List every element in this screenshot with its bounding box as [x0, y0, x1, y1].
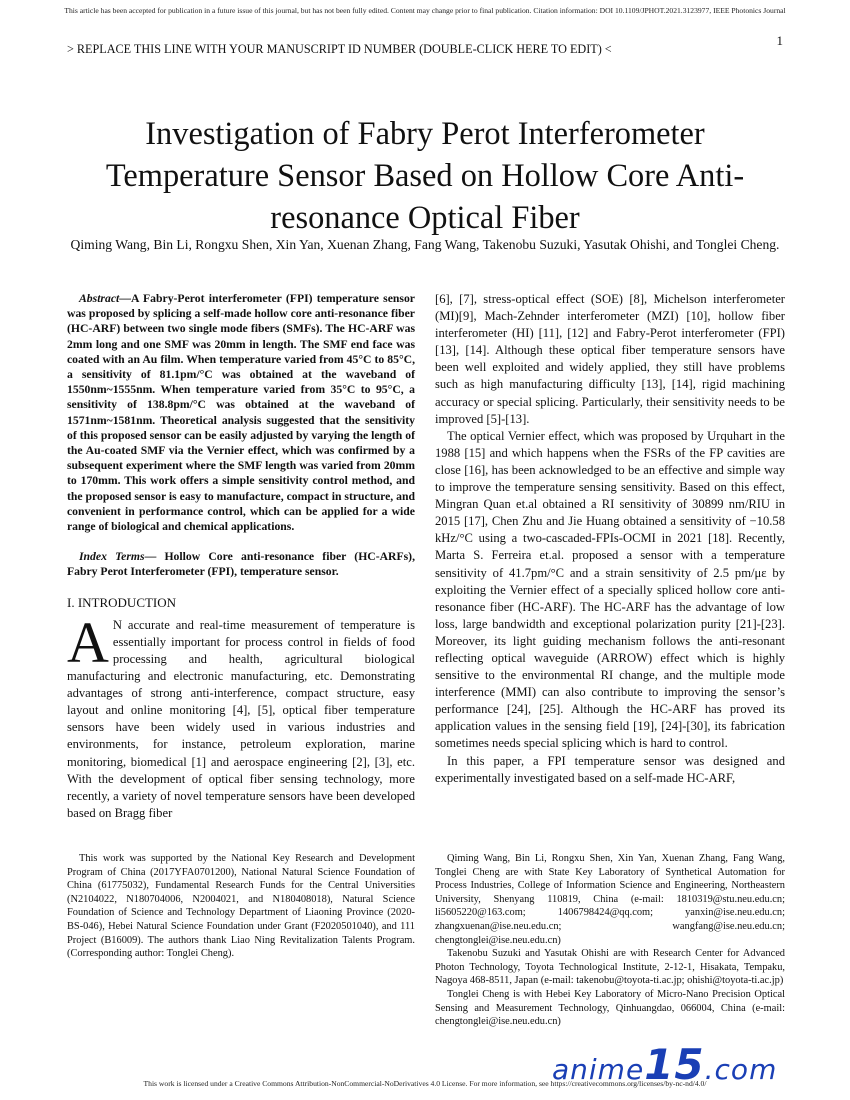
this-paper-paragraph: In this paper, a FPI temperature sensor was designed and experimentally investigated based on a self-made HC-ARF, [435, 753, 785, 785]
index-terms [67, 549, 415, 579]
intro-paragraph-continued: [6], [7], stress-optical effect (SOE) [8], Michelson interferometer (MI)[9], Mach-Zehnder interferometer (MZI) [10], hollow fiber interferometer (HI) [11], [12] and Fabry-Perot interferometer (FPI) [13], [14]. Although these optical fiber temperature sensors have been well exploited and widely applied, they still have problems such as high manufacturing difficulty [13], [14], rigid machining accuracy or special splicing. Particularly, their sensitivity needs to be improved [5]-[13]. [435, 292, 785, 426]
publication-notice: This article has been accepted for publication in a future issue of this journal, but has not been fully edited. Content may change prior to final publication. Citation information: DOI 10.1109/JPHOT.2021.3123977, IEEE Photonics Journal [64, 6, 786, 15]
affiliation-neu: Qiming Wang, Bin Li, Rongxu Shen, Xin Yan, Xuenan Zhang, Fang Wang, Tonglei Cheng are with State Key Laboratory of Synthetical Automation for Process Industries, College of Information Science and Engineering, Northeastern University, Shenyang 110819, China (e-mail: 1810319@stu.neu.edu.cn; li5605220@163.com; 1406798424@qq.com; yanxin@ise.neu.edu.cn; zhangxuenan@ise.neu.edu.cn; wangfang@ise.neu.edu.cn; chengtonglei@ise.neu.edu.cn) [435, 853, 785, 946]
author-list: Qiming Wang, Bin Li, Rongxu Shen, Xin Yan, Xuenan Zhang, Fang Wang, Takenobu Suzuki, Yasutak Ohishi, and Tonglei Cheng. [70, 237, 780, 252]
drop-cap: A [67, 609, 109, 675]
affiliation-hebei: Tonglei Cheng is with Hebei Key Laboratory of Micro-Nano Precision Optical Sensing and Measurement Technology, Qinhuangdao, 066004, China (e-mail: chengtonglei@ise.neu.edu.cn) [435, 988, 785, 1028]
watermark-prefix: anime [552, 1053, 645, 1086]
paper-title: Investigation of Fabry Perot Interferometer Temperature Sensor Based on Hollow Core Anti-resonance Optical Fiber [105, 116, 745, 236]
left-column [67, 291, 415, 822]
funding-footnote [67, 852, 415, 961]
affiliation-footnotes [435, 852, 785, 1029]
manuscript-id-placeholder[interactable]: > REPLACE THIS LINE WITH YOUR MANUSCRIPT ID NUMBER (DOUBLE-CLICK HERE TO EDIT) < [67, 42, 612, 56]
intro-paragraph-text: N accurate and real-time measurement of temperature is essentially important for process control in fields of food processing and health, agricultural biological manufacturing and electronic manufacturing, etc. Demonstrating advantages of strong anti-interference, compact structure, easy layout and online monitoring [4], [5], optical fiber temperature sensors have been widely used in various industries and environments, for instance, petroleum exploration, marine monitoring, biomedical [1] and aerospace engineering [2], [3], etc. With the development of optical fiber sensing technology, more recently, a variety of novel temperature sensors have been developed based on Bragg fiber [67, 617, 415, 820]
vernier-paragraph: The optical Vernier effect, which was proposed by Urquhart in the 1988 [15] and which happens when the FSRs of the FP cavities are close [16], has been acknowledged to be an effective and simple way to improve the temperature sensing sensitivity. Based on this effect, Mingran Quan et.al obtained a RI sensitivity of 30899 nm/RIU in 2015 [17], Chen Zhu and Jie Huang obtained a sensitivity of −10.58 kHz/°C using a two-cascaded-FPIs-OCMI in 2021 [18]. Recently, Marta S. Ferreira et.al. proposed a sensor with a temperature sensitivity of 41.7pm/°C and a strain sensitivity of 2.5 pm/με by exploiting the Vernier effect of a specially spliced hollow core anti-resonance fiber (HC-ARF). The HC-ARF has the advantage of low loss, large bandwidth and exceptional polarization purity [21]-[23]. Moreover, its light guiding mechanism follows the anti-resonant reflecting optical waveguide (ARROW) effect which is highly sensitive to the environmental RI change, and the multiple mode interference (MMI) can also contribute to improving the sensor’s performance [24], [25]. Although the HC-ARF has proved its application values in the sensing field [19], [24]-[30], its fabrication sometimes needs special splicing which is hard to control. [435, 428, 785, 751]
index-terms-label: Index Terms [79, 550, 145, 564]
abstract-text: —A Fabry-Perot interferometer (FPI) temperature sensor was proposed by splicing a self-made hollow core anti-resonance fiber (HC-ARF) between two single mode fibers (SMFs). The HC-ARF was 2mm long and one SMF was 20mm in length. The SMF end face was coated with an Au film. When temperature varied from 45°C to 85°C, a sensitivity of 81.1pm/°C was obtained at the waveband of 1550nm~1555nm. When temperature varied from 35°C to 95°C, a sensitivity of 138.8pm/°C was obtained at the waveband of 1571nm~1581nm. Theoretical analysis suggested that the sensitivity of this proposed sensor can be easily adjusted by varying the length of the Au-coated SMF via the Vernier effect, which was confirmed by a subsequent experiment where the SMF length was varied from 20mm to 170mm. This work offers a simple sensitivity control method, and the proposed sensor is easy to manufacture, compact in structure, and convenient in performance control, which can be applied for a wide range of biological and chemical applications. [67, 292, 415, 534]
funding-text: This work was supported by the National Key Research and Development Program of China (2017YFA0701200), National Natural Science Foundation of China (61775032), Fundamental Research Funds for the Central Universities (N2104022, N180704006, N2004021, and N180408018), Natural Science Foundation of Science and Technology Department of Liaoning Province (2020-BS-046), Hebei Natural Science Foundation under Grant (F2020501040), and 111 Project (B16009). The authors thank Liao Ning Revitalization Talents Program. (Corresponding author: Tonglei Cheng). [67, 853, 415, 960]
license-notice: This work is licensed under a Creative Commons Attribution-NonCommercial-NoDerivatives 4.0 License. For more information, see https://creativecommons.org/licenses/by-nc-nd/4.0/ [143, 1079, 707, 1088]
watermark-number: 15 [644, 1040, 705, 1089]
abstract [67, 291, 415, 534]
intro-paragraph [67, 609, 415, 822]
watermark-suffix: .com [704, 1053, 778, 1086]
right-column [435, 291, 785, 787]
affiliation-toyota: Takenobu Suzuki and Yasutak Ohishi are with Research Center for Advanced Photon Technology, Toyota Technological Institute, 2-12-1, Hisakata, Tempaku, Nagoya 468-8511, Japan (e-mail: takenobu@toyota-ti.ac.jp; ohishi@toyota-ti.ac.jp) [435, 948, 785, 987]
index-terms-text: — Hollow Core anti-resonance fiber (HC-ARFs), Fabry Perot Interferometer (FPI), temperature sensor. [67, 550, 415, 579]
section-heading-introduction: I. INTRODUCTION [67, 594, 177, 610]
abstract-label: Abstract [79, 292, 120, 305]
page-number: 1 [776, 33, 783, 48]
